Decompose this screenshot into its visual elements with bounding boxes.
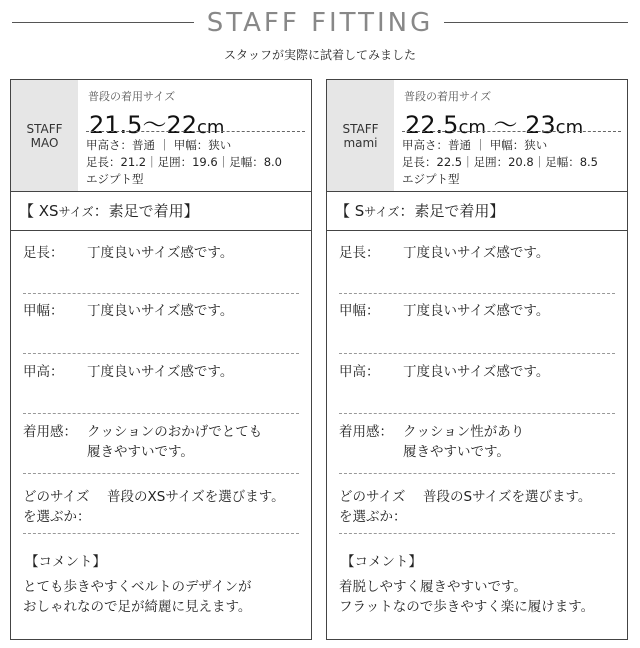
attr-measurements: 足長：21.2｜足囲：19.6｜足幅：8.0 [86,155,282,169]
fit-row-key: 足長： [23,245,64,261]
section-title [11,191,311,231]
which-size-key-line1: どのサイズ [23,489,90,505]
attr-instep: 甲高さ：普通 ｜ 甲幅：狭い [402,138,548,152]
section-title [327,191,627,231]
fit-row-key: 足長： [339,245,380,261]
divider [339,533,615,534]
fit-row-value-line: 丁度良いサイズ感です。 [87,245,234,261]
divider [339,413,615,414]
usual-size-label: 普段の着用サイズ [404,90,492,103]
which-size-value: 普段のSサイズを選びます。 [423,489,592,505]
size-unit-end: cm [555,117,584,138]
fit-row-value [87,243,233,263]
staff-info [327,80,627,191]
usual-size-label: 普段の着用サイズ [88,90,176,103]
usual-size-value [405,105,583,140]
which-size-key [23,487,91,527]
divider [86,131,305,132]
comment-line: とても歩きやすくベルトのデザインが [23,579,252,595]
fit-row-key: 着用感： [23,424,77,440]
foot-attributes [86,137,282,188]
page-title: STAFF FITTING [206,8,434,38]
page-subtitle: スタッフが実際に試着してみました [223,48,416,62]
usual-size-value [89,105,224,140]
size-range-start: 21.5～22 [89,111,197,139]
attr-foot-type: エジプト型 [402,172,460,186]
divider [402,131,621,132]
fit-row-value [403,301,549,321]
comment-heading: 【コメント】 [25,554,106,570]
size-unit: cm [196,117,225,138]
divider [23,293,299,294]
staff-card-mao [10,79,312,640]
staff-info [11,80,311,191]
fit-row-value-line: クッションのおかげでとても [87,424,263,440]
fit-row-key: 着用感： [339,424,393,440]
staff-badge [11,80,78,191]
fit-row-value-line: 丁度良いサイズ感です。 [87,364,234,380]
which-size-value: 普段のXSサイズを選びます。 [107,489,285,505]
comment-line: フラットなので歩きやすく楽に履けます。 [339,599,595,615]
fit-row-value [87,301,233,321]
fit-row-value [87,422,262,462]
fit-row-value-line: 履きやすいです。 [403,444,510,460]
which-size-key-line1: どのサイズ [339,489,406,505]
fit-row-value-line: 履きやすいです。 [87,444,194,460]
section-condition: ：素足で着用】 [399,202,505,220]
section-size: 【 XS [19,202,59,220]
which-size-key-line2: を選ぶか： [339,509,407,525]
staff-name: MAO [30,135,59,150]
section-size: 【 S [335,202,365,220]
divider [339,293,615,294]
foot-attributes [402,137,598,188]
fit-row-value [87,362,233,382]
fit-row-value-line: クッション性があり [403,424,525,440]
fit-row-key: 甲高： [339,364,380,380]
divider [23,473,299,474]
staff-name: mami [343,135,378,150]
fit-row-key: 甲高： [23,364,64,380]
size-unit: cm [458,117,486,138]
fit-row-value [403,422,524,462]
fit-row-value [403,243,549,263]
divider [23,353,299,354]
which-size-key-line2: を選ぶか： [23,509,91,525]
fit-row-key: 甲幅： [339,303,380,319]
section-size-word: サイズ [58,205,94,219]
staff-label: STAFF [26,121,63,136]
which-size-key [339,487,407,527]
attr-instep: 甲高さ：普通 ｜ 甲幅：狭い [86,138,232,152]
divider [23,533,299,534]
page-header [0,0,640,70]
divider [339,473,615,474]
fit-row-value-line: 丁度良いサイズ感です。 [403,245,550,261]
staff-card-mami [326,79,628,640]
fit-row-value-line: 丁度良いサイズ感です。 [403,303,550,319]
size-range-end: ～ 23 [485,111,556,139]
section-condition: ：素足で着用】 [93,202,199,220]
staff-badge [327,80,394,191]
comment-heading: 【コメント】 [341,554,422,570]
comment-line: おしゃれなので足が綺麗に見えます。 [23,599,252,615]
size-range-start: 22.5 [405,111,459,139]
attr-measurements: 足長：22.5｜足囲：20.8｜足幅：8.5 [402,155,598,169]
divider [23,413,299,414]
section-size-word: サイズ [364,205,400,219]
divider [339,353,615,354]
fit-row-value-line: 丁度良いサイズ感です。 [87,303,234,319]
staff-label: STAFF [342,121,379,136]
fit-row-value-line: 丁度良いサイズ感です。 [403,364,550,380]
fit-row-value [403,362,549,382]
comment-line: 着脱しやすく履きやすいです。 [339,579,527,595]
fit-row-key: 甲幅： [23,303,64,319]
attr-foot-type: エジプト型 [86,172,144,186]
